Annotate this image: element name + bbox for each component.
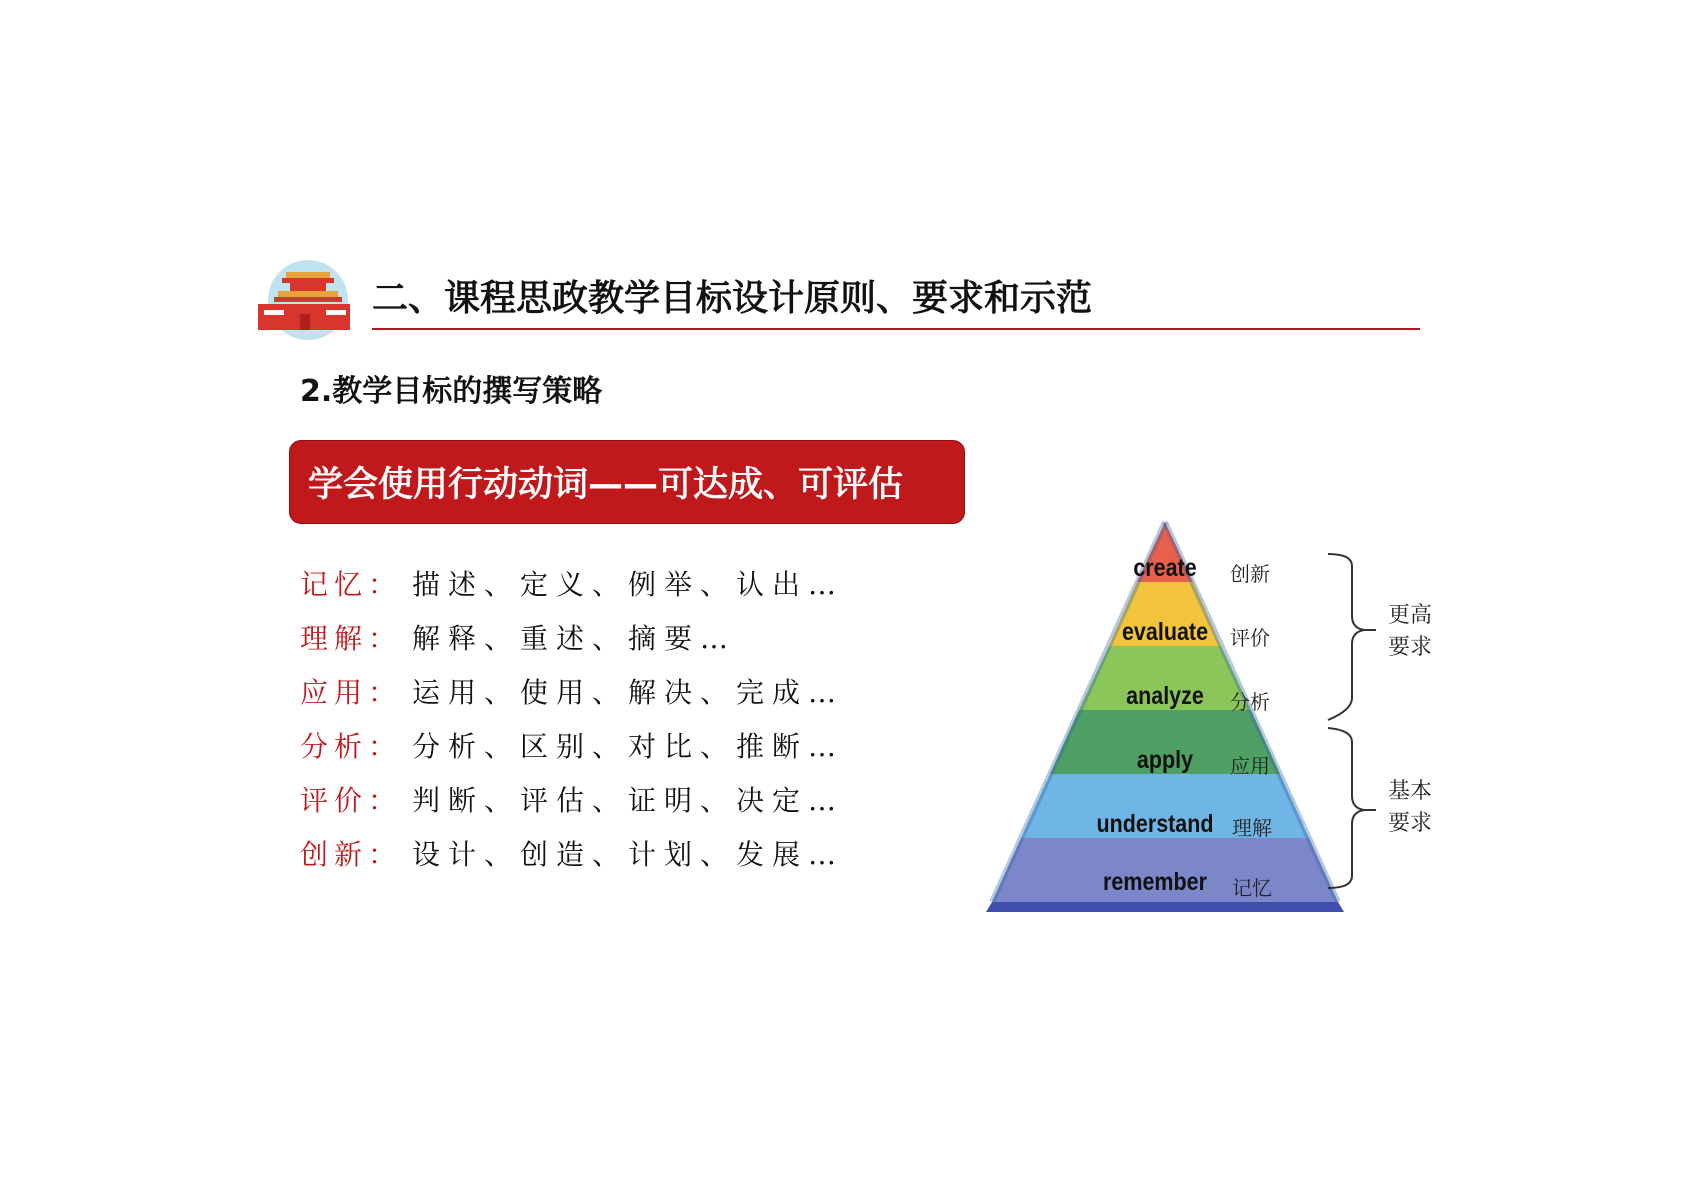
gate-tower-icon bbox=[256, 258, 350, 342]
verb-row-evaluate bbox=[300, 772, 900, 826]
verb-values: 解释、重述、摘要… bbox=[412, 622, 737, 655]
verb-label: 创新： bbox=[300, 838, 403, 871]
higher-requirement-bracket bbox=[1328, 554, 1364, 720]
basic-requirement-line2: 要求 bbox=[1388, 811, 1433, 836]
pyramid-cn-create: 创新 bbox=[1230, 562, 1270, 586]
banner-text: 学会使用行动动词——可达成、可评估 bbox=[308, 465, 904, 505]
verb-row-apply bbox=[300, 664, 900, 718]
verb-values: 运用、使用、解决、完成… bbox=[412, 676, 845, 709]
pyramid-label-create: create bbox=[1133, 554, 1197, 582]
verb-label: 应用： bbox=[300, 676, 403, 709]
pyramid-cn-evaluate: 评价 bbox=[1230, 626, 1270, 650]
verb-row-create bbox=[300, 826, 900, 880]
pyramid-cn-analyze: 分析 bbox=[1230, 690, 1270, 714]
higher-requirement-label bbox=[1388, 600, 1448, 664]
verb-values: 描述、定义、例举、认出… bbox=[412, 568, 845, 601]
basic-requirement-line1: 基本 bbox=[1388, 779, 1433, 804]
bloom-pyramid bbox=[980, 518, 1450, 914]
verb-list bbox=[300, 556, 900, 880]
pyramid-label-remember: remember bbox=[1103, 868, 1207, 896]
verb-label: 评价： bbox=[300, 784, 403, 817]
pyramid-label-apply: apply bbox=[1136, 746, 1194, 774]
higher-requirement-line1: 更高 bbox=[1388, 603, 1433, 628]
pyramid-label-understand: understand bbox=[1096, 810, 1214, 838]
section-subtitle: 2.教学目标的撰写策略 bbox=[300, 374, 603, 409]
verb-label: 分析： bbox=[300, 730, 403, 763]
verb-values: 分析、区别、对比、推断… bbox=[412, 730, 845, 763]
verb-values: 设计、创造、计划、发展… bbox=[412, 838, 845, 871]
verb-label: 记忆： bbox=[300, 568, 403, 601]
title-divider bbox=[372, 328, 1420, 330]
basic-requirement-label bbox=[1388, 776, 1448, 840]
pyramid-cn-remember: 记忆 bbox=[1232, 876, 1272, 900]
higher-requirement-line2: 要求 bbox=[1388, 635, 1433, 660]
verb-row-understand bbox=[300, 610, 900, 664]
verb-values: 判断、评估、证明、决定… bbox=[412, 784, 845, 817]
pyramid-graphic bbox=[980, 518, 1450, 914]
pyramid-cn-apply: 应用 bbox=[1230, 754, 1270, 778]
basic-requirement-bracket bbox=[1328, 728, 1364, 888]
page-title: 二、课程思政教学目标设计原则、要求和示范 bbox=[372, 278, 1093, 319]
pyramid-label-evaluate: evaluate bbox=[1121, 618, 1209, 646]
verb-row-remember bbox=[300, 556, 900, 610]
action-verb-banner bbox=[289, 440, 965, 524]
pyramid-label-analyze: analyze bbox=[1126, 682, 1204, 710]
verb-row-analyze bbox=[300, 718, 900, 772]
verb-label: 理解： bbox=[300, 622, 403, 655]
pyramid-cn-understand: 理解 bbox=[1232, 816, 1272, 840]
